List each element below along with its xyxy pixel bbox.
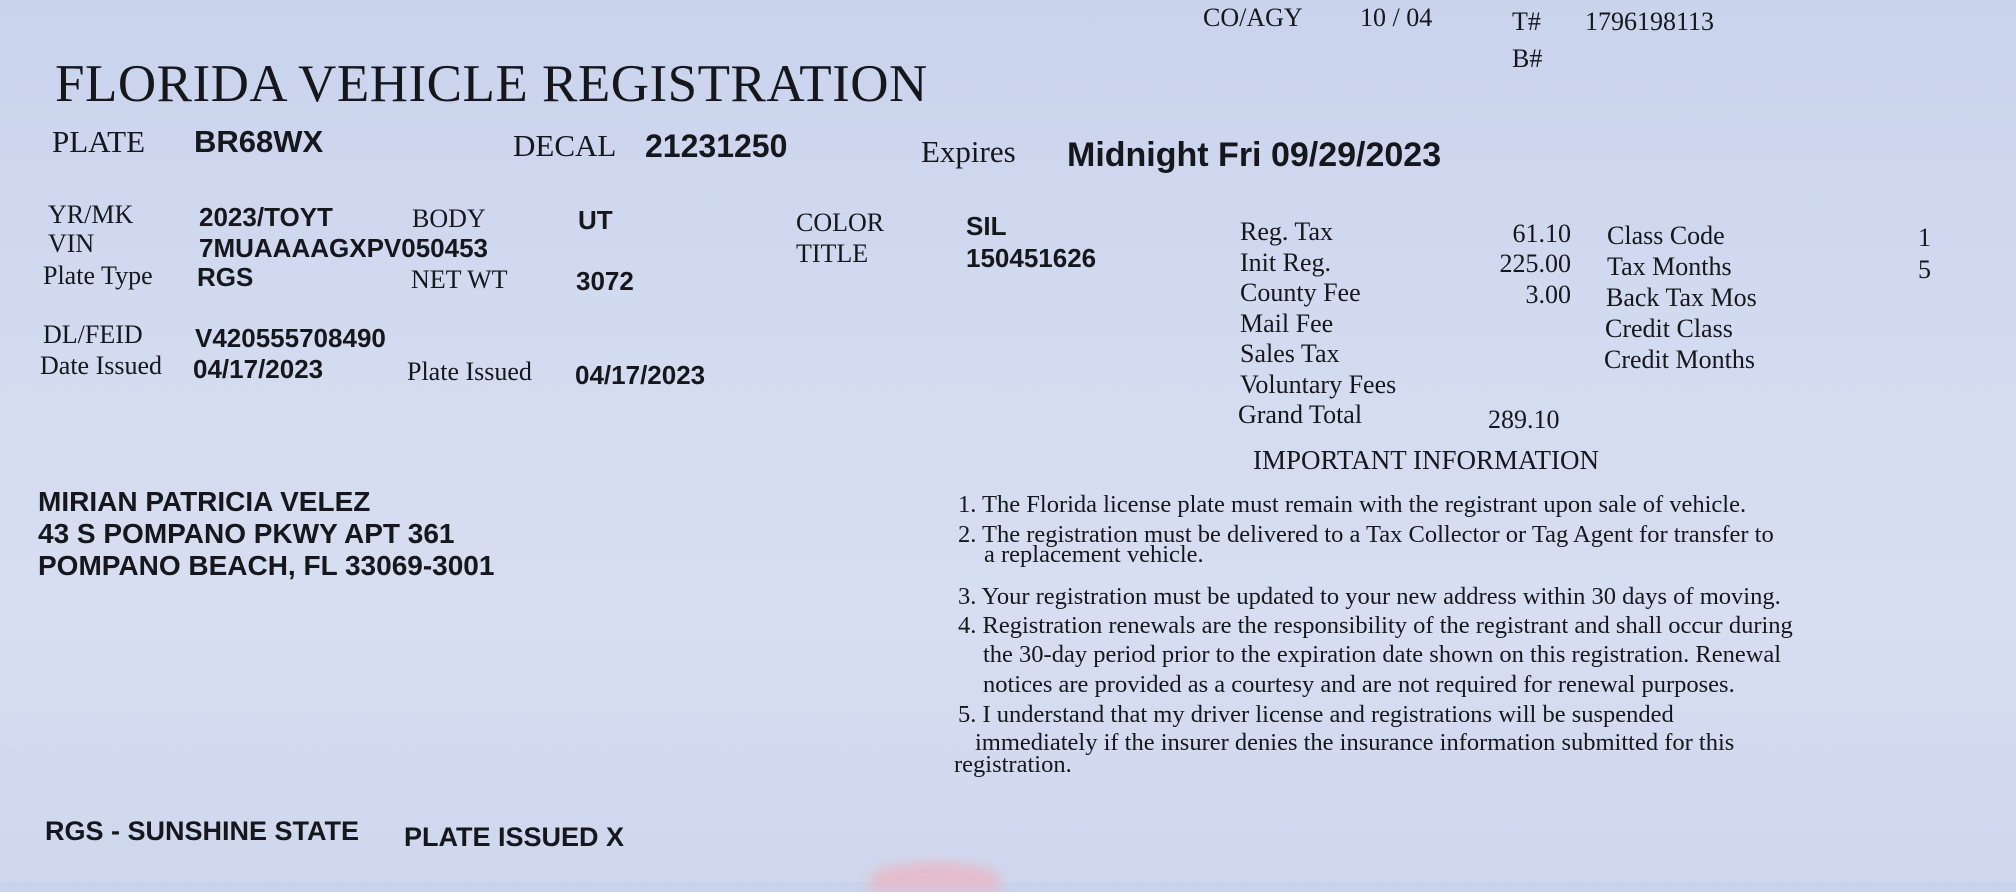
important-info-heading: IMPORTANT INFORMATION [1253, 445, 1599, 475]
credit-months-label: Credit Months [1604, 345, 1755, 374]
plate-value: BR68WX [194, 124, 324, 159]
reg-tax-value: 61.10 [1512, 219, 1571, 248]
credit-class-label: Credit Class [1605, 314, 1733, 343]
expires-label: Expires [921, 134, 1016, 169]
info-item-5-cont2: registration. [954, 751, 1072, 778]
dl-feid-value: V420555708490 [195, 323, 386, 353]
t-number-value: 1796198113 [1585, 7, 1715, 36]
net-wt-value: 3072 [576, 266, 634, 296]
body-label: BODY [412, 204, 486, 233]
info-item-2-cont: a replacement vehicle. [984, 541, 1204, 568]
init-reg-label: Init Reg. [1240, 248, 1331, 277]
plate-issued-label: Plate Issued [407, 357, 532, 386]
decal-value: 21231250 [645, 128, 788, 164]
t-number-label: T# [1512, 7, 1541, 36]
info-item-2: 2. The registration must be delivered to a Tax Collector or Tag Agent for transfer to [958, 521, 1774, 548]
owner-name: MIRIAN PATRICIA VELEZ [38, 486, 371, 517]
co-agy-value: 10 / 04 [1360, 3, 1433, 32]
yrmk-label: YR/MK [48, 200, 134, 229]
plate-issued-footer: PLATE ISSUED X [404, 822, 625, 852]
info-item-4: 4. Registration renewals are the responsibility of the registrant and shall occur during [958, 612, 1793, 639]
info-item-4-cont1: the 30-day period prior to the expiration date shown on this registration. Renewal [983, 641, 1782, 668]
mail-fee-label: Mail Fee [1240, 309, 1334, 338]
title-value: 150451626 [966, 243, 1097, 273]
class-code-label: Class Code [1607, 221, 1725, 250]
reg-tax-label: Reg. Tax [1240, 217, 1334, 246]
plate-issued-value: 04/17/2023 [575, 360, 706, 390]
init-reg-value: 225.00 [1499, 249, 1571, 278]
class-code-value: 1 [1918, 223, 1931, 252]
info-item-3: 3. Your registration must be updated to your new address within 30 days of moving. [958, 583, 1781, 610]
tax-months-label: Tax Months [1607, 252, 1732, 281]
tax-months-value: 5 [1918, 255, 1931, 284]
decal-label: DECAL [513, 128, 617, 163]
plate-type-label: Plate Type [43, 261, 153, 290]
vin-value: 7MUAAAAGXPV050453 [199, 233, 489, 263]
plate-type-value: RGS [197, 262, 254, 292]
co-agy-label: CO/AGY [1203, 3, 1303, 32]
plate-label: PLATE [52, 124, 145, 159]
grand-total-label: Grand Total [1238, 400, 1363, 429]
expires-value: Midnight Fri 09/29/2023 [1067, 136, 1442, 174]
grand-total-value: 289.10 [1488, 405, 1560, 434]
info-item-5: 5. I understand that my driver license and registrations will be suspended [958, 701, 1674, 728]
b-number-label: B# [1512, 44, 1543, 73]
info-item-1: 1. The Florida license plate must remain with the registrant upon sale of vehicle. [958, 491, 1747, 518]
color-value: SIL [966, 211, 1007, 241]
owner-address-line2: POMPANO BEACH, FL 33069-3001 [38, 550, 495, 581]
document-title: FLORIDA VEHICLE REGISTRATION [55, 55, 928, 113]
sales-tax-label: Sales Tax [1240, 339, 1340, 368]
body-value: UT [578, 205, 613, 235]
county-fee-value: 3.00 [1525, 280, 1571, 309]
county-fee-label: County Fee [1240, 278, 1361, 307]
background-shadow [870, 862, 1000, 892]
net-wt-label: NET WT [411, 265, 508, 294]
owner-address-line1: 43 S POMPANO PKWY APT 361 [38, 518, 455, 549]
date-issued-value: 04/17/2023 [193, 354, 324, 384]
plate-name-footer: RGS - SUNSHINE STATE [45, 816, 360, 846]
vin-label: VIN [48, 229, 95, 258]
title-label: TITLE [796, 239, 869, 268]
dl-feid-label: DL/FEID [43, 320, 143, 349]
date-issued-label: Date Issued [40, 351, 163, 380]
info-item-4-cont2: notices are provided as a courtesy and are not required for renewal purposes. [983, 671, 1735, 698]
voluntary-fees-label: Voluntary Fees [1240, 370, 1397, 399]
info-item-5-cont1: immediately if the insurer denies the insurance information submitted for this [975, 729, 1735, 756]
yrmk-value: 2023/TOYT [199, 202, 333, 232]
back-tax-mos-label: Back Tax Mos [1606, 283, 1757, 312]
color-label: COLOR [796, 208, 885, 237]
